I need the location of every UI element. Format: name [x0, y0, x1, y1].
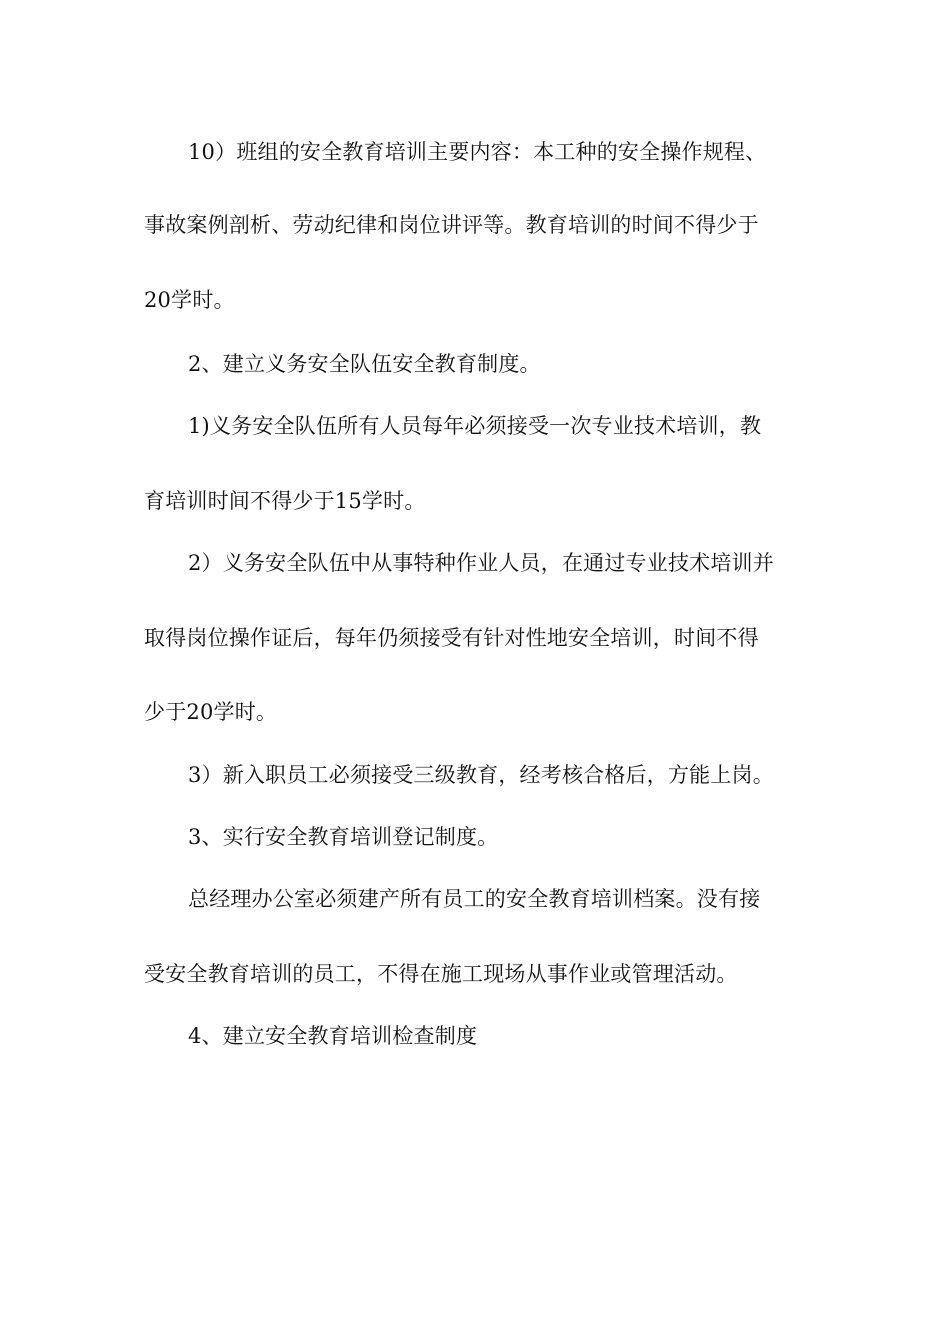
paragraph-line: 2）义务安全队伍中从事特种作业人员，在通过专业技术培训并: [188, 551, 774, 575]
paragraph-line: 20学时。: [144, 288, 235, 312]
section-heading: 4、建立安全教育培训检查制度: [188, 1024, 478, 1048]
paragraph-line: 少于20学时。: [144, 700, 278, 724]
section-heading: 3、实行安全教育培训登记制度。: [188, 825, 499, 849]
paragraph-line: 受安全教育培训的员工，不得在施工现场从事作业或管理活动。: [144, 962, 738, 986]
section-heading: 2、建立义务安全队伍安全教育制度。: [188, 352, 541, 376]
paragraph-line: 育培训时间不得少于15学时。: [144, 489, 426, 513]
paragraph-line: 事故案例剖析、劳动纪律和岗位讲评等。教育培训的时间不得少于: [144, 213, 759, 237]
paragraph-line: 总经理办公室必须建产所有员工的安全教育培训档案。没有接: [188, 887, 761, 911]
paragraph-line: 取得岗位操作证后，每年仍须接受有针对性地安全培训，时间不得: [144, 626, 759, 650]
paragraph-line: 3）新入职员工必须接受三级教育，经考核合格后，方能上岗。: [188, 763, 774, 787]
paragraph-line: 10）班组的安全教育培训主要内容：本工种的安全操作规程、: [188, 140, 767, 164]
paragraph-line: 1)义务安全队伍所有人员每年必须接受一次专业技术培训，教: [188, 414, 762, 438]
